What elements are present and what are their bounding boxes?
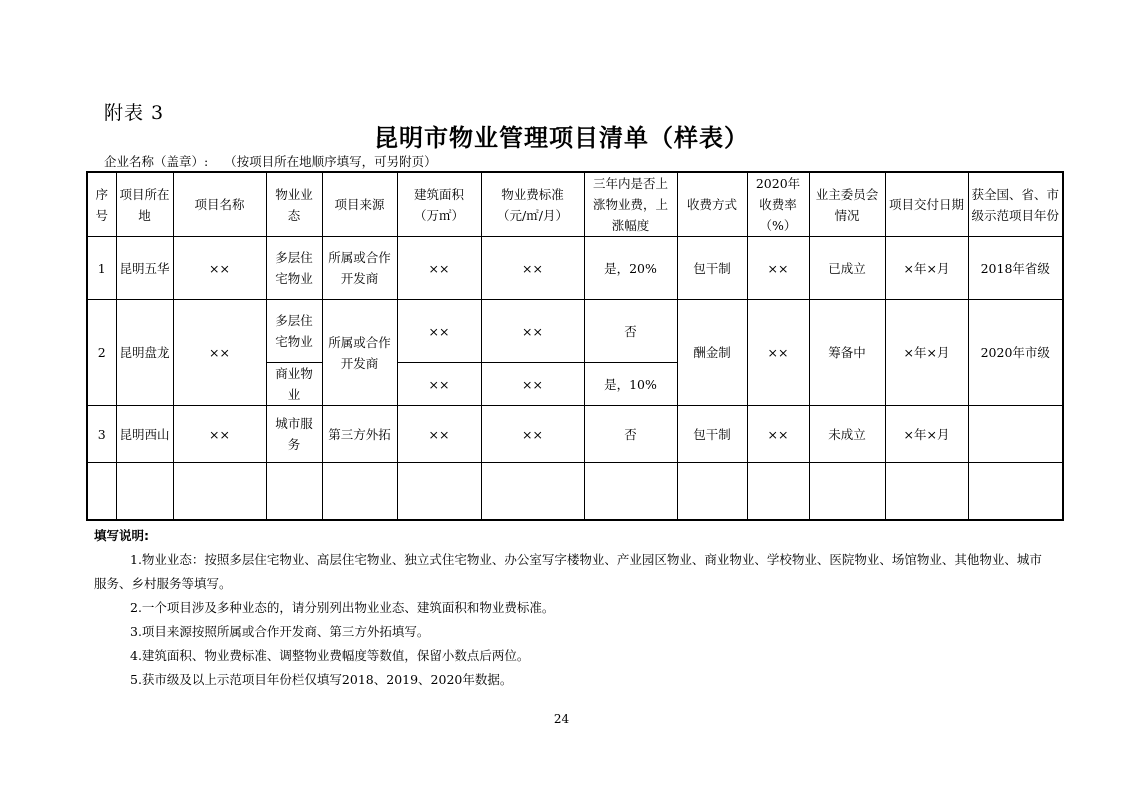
cell-location: 昆明盘龙 (116, 300, 173, 406)
empty-cell (747, 463, 809, 520)
empty-cell (173, 463, 266, 520)
cell-rise: 否 (584, 406, 677, 463)
header-delivery: 项目交付日期 (885, 172, 968, 237)
table-row (87, 237, 1063, 300)
empty-cell (266, 463, 322, 520)
empty-row (87, 463, 1063, 520)
instructions-heading: 填写说明: (94, 528, 149, 543)
cell-award: 2020年市级 (968, 300, 1063, 406)
cell-area: ×× (397, 363, 481, 406)
cell-no: 1 (87, 237, 116, 300)
instruction-item: 4.建筑面积、物业费标准、调整物业费幅度等数值，保留小数点后两位。 (130, 648, 530, 663)
cell-source: 所属或合作开发商 (322, 300, 397, 406)
empty-cell (584, 463, 677, 520)
cell-name: ×× (173, 300, 266, 406)
cell-no: 2 (87, 300, 116, 406)
cell-delivery: ×年×月 (885, 237, 968, 300)
empty-cell (116, 463, 173, 520)
cell-area: ×× (397, 300, 481, 363)
cell-name: ×× (173, 237, 266, 300)
cell-method: 包干制 (677, 237, 747, 300)
instruction-item: 5.获市级及以上示范项目年份栏仅填写2018、2019、2020年数据。 (130, 672, 513, 687)
header-award: 获全国、省、市级示范项目年份 (968, 172, 1063, 237)
header-rise: 三年内是否上涨物业费，上涨幅度 (584, 172, 677, 237)
header-rate (747, 172, 809, 237)
cell-rate: ×× (747, 237, 809, 300)
cell-rise: 否 (584, 300, 677, 363)
cell-no: 3 (87, 406, 116, 463)
cell-location: 昆明五华 (116, 237, 173, 300)
header-committee: 业主委员会情况 (809, 172, 885, 237)
header-no: 序号 (87, 172, 116, 237)
instruction-item: 2.一个项目涉及多种业态的，请分别列出物业业态、建筑面积和物业费标准。 (130, 600, 555, 615)
header-source: 项目来源 (322, 172, 397, 237)
header-area-line1: 建筑面积 (413, 186, 464, 202)
empty-cell (968, 463, 1063, 520)
instructions (94, 524, 1054, 692)
project-table (86, 171, 1064, 521)
empty-cell (397, 463, 481, 520)
cell-committee: 筹备中 (809, 300, 885, 406)
cell-rate: ×× (747, 300, 809, 406)
company-line: 企业名称（盖章）: （按项目所在地顺序填写，可另附页） (104, 154, 437, 169)
header-method: 收费方式 (677, 172, 747, 237)
header-row (87, 172, 1063, 237)
cell-area: ×× (397, 406, 481, 463)
header-rate-line2: 收费率 (759, 197, 797, 212)
empty-cell (677, 463, 747, 520)
cell-fee: ×× (481, 406, 584, 463)
header-rate-line3: （%） (759, 218, 797, 233)
empty-cell (87, 463, 116, 520)
appendix-label: 附表 3 (104, 102, 165, 124)
cell-committee: 已成立 (809, 237, 885, 300)
instruction-item: 3.项目来源按照所属或合作开发商、第三方外拓填写。 (130, 624, 430, 639)
cell-rise: 是，20% (584, 237, 677, 300)
empty-cell (809, 463, 885, 520)
table-row (87, 406, 1063, 463)
cell-source: 第三方外拓 (322, 406, 397, 463)
header-fee-line1: 物业费标准 (501, 186, 564, 202)
cell-delivery: ×年×月 (885, 300, 968, 406)
header-area-line2: （万㎡） (413, 207, 464, 223)
cell-rate: ×× (747, 406, 809, 463)
cell-type: 多层住宅物业 (266, 300, 322, 363)
cell-award: 2018年省级 (968, 237, 1063, 300)
cell-award (968, 406, 1063, 463)
cell-type: 多层住宅物业 (266, 237, 322, 300)
header-rate-line1: 2020年 (755, 176, 801, 191)
empty-cell (322, 463, 397, 520)
header-fee (481, 172, 584, 237)
table-row (87, 300, 1063, 363)
cell-rise: 是，10% (584, 363, 677, 406)
cell-fee: ×× (481, 300, 584, 363)
cell-location: 昆明西山 (116, 406, 173, 463)
cell-delivery: ×年×月 (885, 406, 968, 463)
cell-type: 城市服务 (266, 406, 322, 463)
header-area (397, 172, 481, 237)
cell-name: ×× (173, 406, 266, 463)
empty-cell (481, 463, 584, 520)
cell-source: 所属或合作开发商 (322, 237, 397, 300)
empty-cell (885, 463, 968, 520)
cell-fee: ×× (481, 237, 584, 300)
header-name: 项目名称 (173, 172, 266, 237)
page-number: 24 (553, 712, 570, 726)
cell-fee: ×× (481, 363, 584, 406)
header-location: 项目所在地 (116, 172, 173, 237)
header-fee-line2: （元/㎡/月） (497, 207, 568, 223)
header-type: 物业业态 (266, 172, 322, 237)
cell-committee: 未成立 (809, 406, 885, 463)
cell-method: 包干制 (677, 406, 747, 463)
cell-type: 商业物业 (266, 363, 322, 406)
page-title: 昆明市物业管理项目清单（样表） (374, 123, 749, 152)
cell-area: ×× (397, 237, 481, 300)
cell-method: 酬金制 (677, 300, 747, 406)
instruction-item: 1.物业业态：按照多层住宅物业、高层住宅物业、独立式住宅物业、办公室写字楼物业、产业园区物业、商业物业、学校物业、医院物业、场馆物业、其他物业、城市服务、乡村服务等填写。 (94, 552, 1042, 591)
